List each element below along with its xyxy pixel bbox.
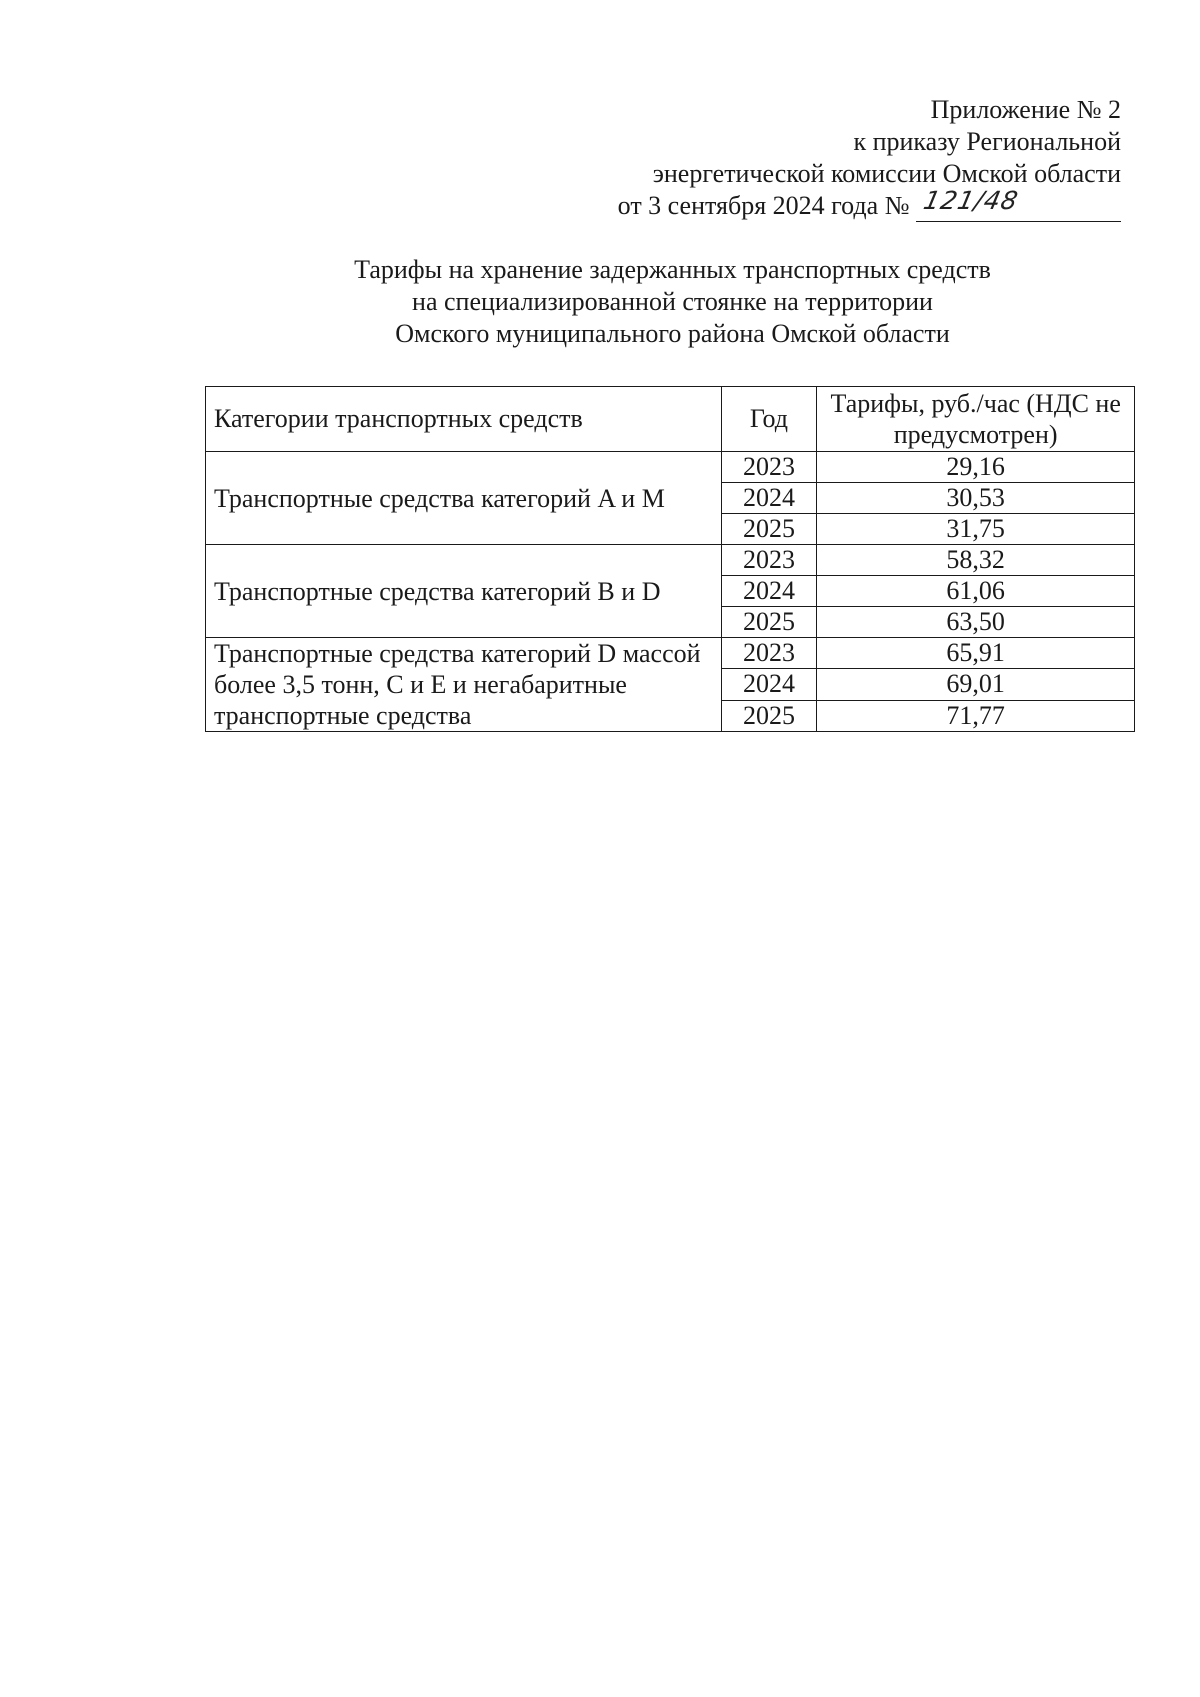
tariff-cell: 29,16 bbox=[817, 452, 1135, 483]
year-cell: 2023 bbox=[721, 452, 817, 483]
category-cell: Транспортные средства категорий A и M bbox=[206, 452, 722, 545]
tariff-cell: 65,91 bbox=[817, 638, 1135, 669]
year-cell: 2024 bbox=[721, 483, 817, 514]
year-cell: 2023 bbox=[721, 638, 817, 669]
tariff-table bbox=[205, 386, 1135, 732]
order-reference: к приказу Региональной bbox=[853, 127, 1121, 156]
header-year: Год bbox=[721, 387, 817, 452]
year-cell: 2024 bbox=[721, 669, 817, 700]
order-date-line bbox=[617, 186, 1121, 222]
year-cell: 2025 bbox=[721, 607, 817, 638]
title-line: на специализированной стоянке на территории bbox=[412, 287, 933, 316]
appendix-header bbox=[618, 94, 1121, 222]
header-tariff: Тарифы, руб./час (НДС не предусмотрен) bbox=[817, 387, 1135, 452]
tariff-cell: 30,53 bbox=[817, 483, 1135, 514]
header-category: Категории транспортных средств bbox=[206, 387, 722, 452]
tariff-cell: 58,32 bbox=[817, 545, 1135, 576]
tariff-cell: 61,06 bbox=[817, 576, 1135, 607]
order-number-field bbox=[916, 186, 1121, 222]
year-cell: 2023 bbox=[721, 545, 817, 576]
appendix-number: Приложение № 2 bbox=[930, 95, 1121, 124]
order-number-handwritten: 121/48 bbox=[921, 186, 1022, 215]
category-cell: Транспортные средства категорий D массой более 3,5 тонн, C и E и негабаритные транспортные средства bbox=[206, 638, 722, 732]
table-header-row bbox=[206, 387, 1135, 452]
tariff-cell: 71,77 bbox=[817, 700, 1135, 731]
year-cell: 2025 bbox=[721, 514, 817, 545]
title-line: Тарифы на хранение задержанных транспортных средств bbox=[354, 255, 991, 284]
table-row bbox=[206, 452, 1135, 483]
title-line: Омского муниципального района Омской области bbox=[395, 319, 950, 348]
order-date: от 3 сентября 2024 года № bbox=[617, 191, 910, 220]
category-cell: Транспортные средства категорий B и D bbox=[206, 545, 722, 638]
tariff-cell: 63,50 bbox=[817, 607, 1135, 638]
year-cell: 2024 bbox=[721, 576, 817, 607]
tariff-cell: 31,75 bbox=[817, 514, 1135, 545]
year-cell: 2025 bbox=[721, 700, 817, 731]
table-row bbox=[206, 545, 1135, 576]
tariff-cell: 69,01 bbox=[817, 669, 1135, 700]
table-row bbox=[206, 638, 1135, 669]
document-title bbox=[200, 254, 1145, 350]
commission-name: энергетической комиссии Омской области bbox=[652, 159, 1121, 188]
